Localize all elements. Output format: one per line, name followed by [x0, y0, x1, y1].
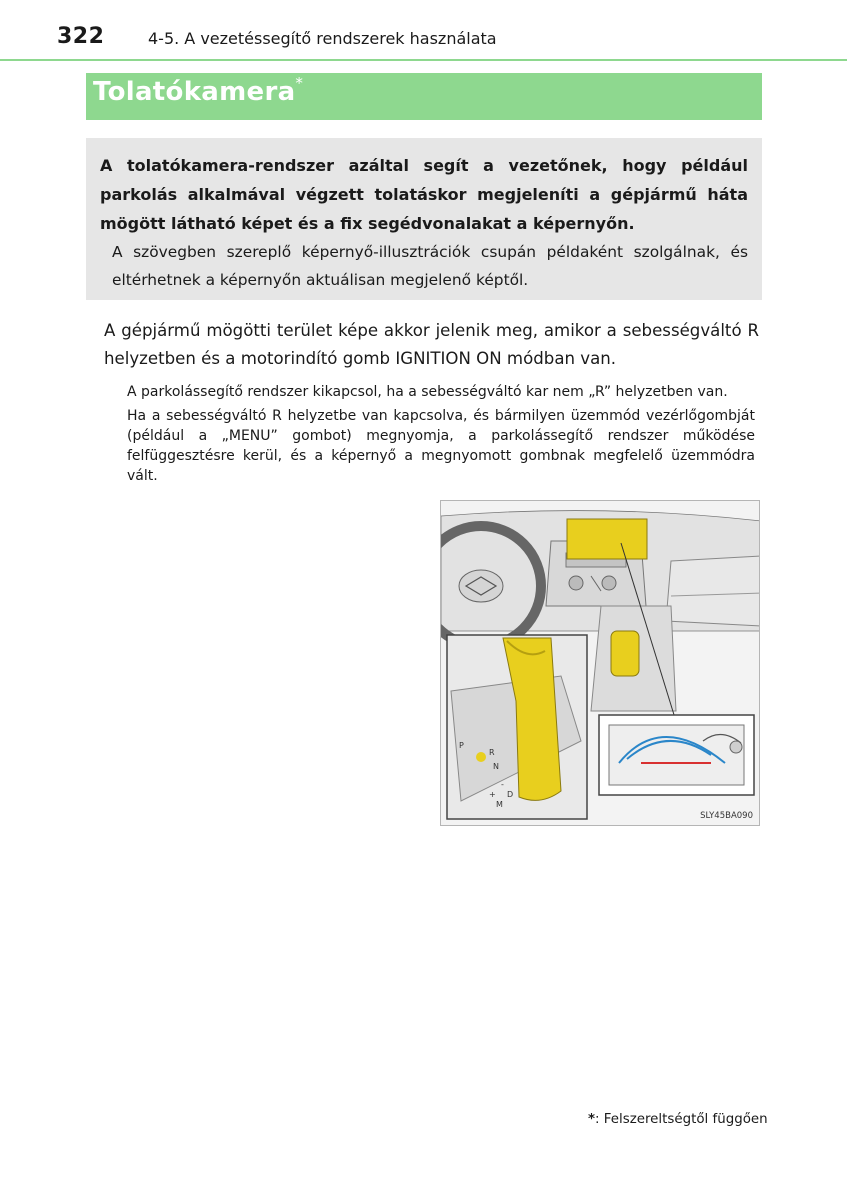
shift-label: R [489, 748, 495, 757]
intro-note: A szövegben szereplő képernyő-illusztrációk csupán példaként szolgálnak, és eltérhetnek a képernyőn aktuálisan megjelenő képtől. [112, 243, 748, 289]
optional-equipment-marker: * [295, 74, 303, 92]
section-title: Tolatókamera [93, 77, 296, 107]
shift-label: M [496, 800, 503, 809]
header-divider [0, 59, 847, 61]
footnote-marker: * [588, 1112, 596, 1127]
section-heading-bar [86, 73, 762, 120]
chapter-title: 4-5. A vezetéssegítő rendszerek használata [148, 29, 497, 48]
body-paragraph: A gépjármű mögötti terület képe akkor jelenik meg, amikor a sebességváltó R helyzetben és a motorindító gomb IGNITION ON módban van. [104, 321, 759, 368]
intro-summary: A tolatókamera-rendszer azáltal segít a vezetőnek, hogy például parkolás alkalmával végzett tolatáskor megjeleníti a gépjármű háta mögött látható képet és a fix segédvonalakat a képernyőn. [100, 156, 748, 233]
figure-code: SLY45BA090 [700, 811, 753, 821]
info-item: Ha a sebességváltó R helyzetbe van kapcsolva, és bármilyen üzemmód vezérlőgombját (például a „MENU” gombot) megnyomja, a parkolássegítő rendszer működése felfüggesztésre kerül, és a képernyő a megnyomott gombnak megfelelő üzemmódra vált. [127, 408, 755, 484]
shift-label: + [489, 790, 496, 799]
camera-illustration [440, 500, 760, 826]
page-number: 322 [57, 24, 105, 49]
car-interior-drawing [441, 501, 760, 826]
intro-box [86, 138, 762, 300]
footnote-text: : Felszereltségtől függően [595, 1112, 768, 1127]
shift-label: N [493, 762, 499, 771]
shift-label: D [507, 790, 514, 799]
footnote [588, 1112, 768, 1127]
shift-label: P [459, 741, 464, 750]
info-item: A parkolássegítő rendszer kikapcsol, ha a sebességváltó kar nem „R” helyzetben van. [127, 384, 728, 400]
shift-label: - [501, 780, 504, 789]
